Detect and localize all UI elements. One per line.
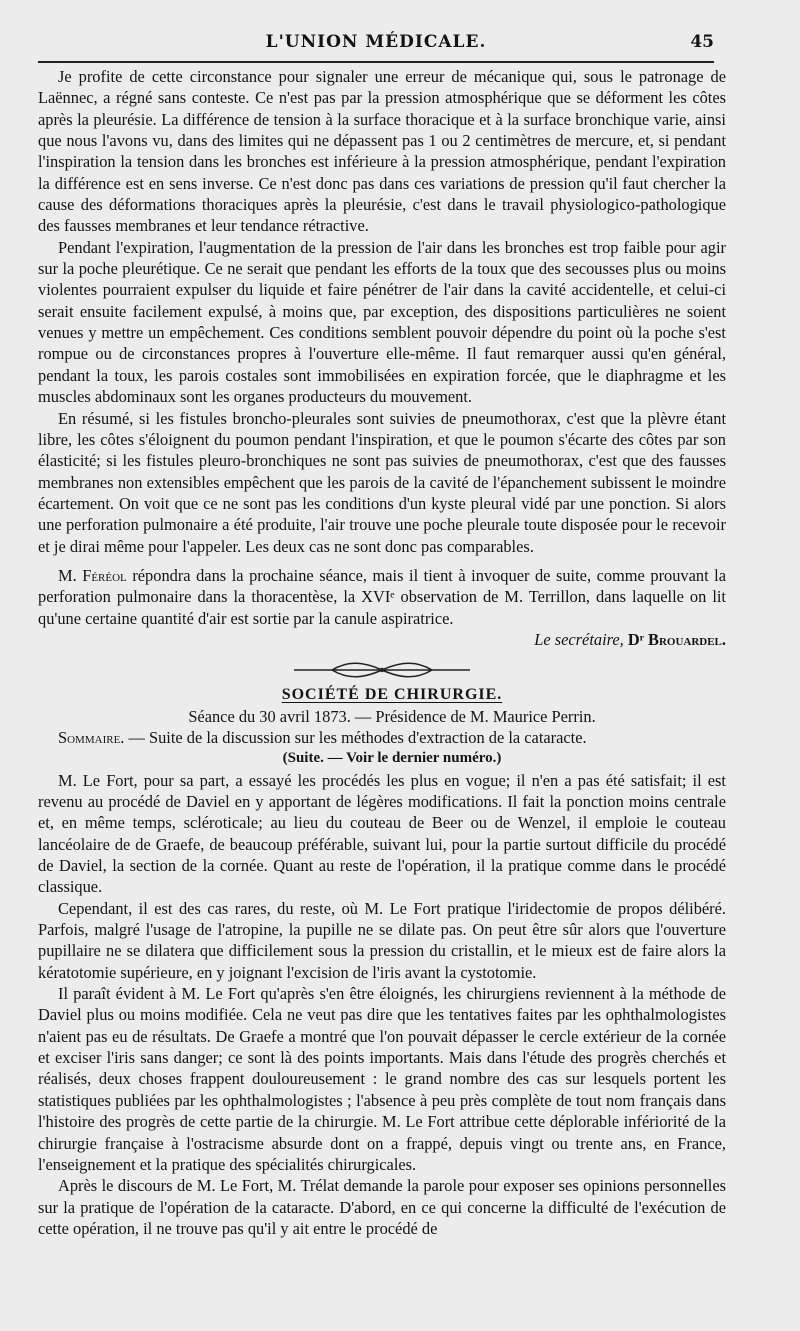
paragraph-5: Cependant, il est des cas rares, du reste, où M. Le Fort pratique l'iridectomie de propos délibéré. Parfois, malgré l'usage de l'atropine, la pupille ne se dilate pas. On peut être sûr alors que l'ouverture pupillaire ne se dilatera que difficilement sous la pression du cristallin, et le mieux est de faire alors la kératotomie supérieure, en y joignant l'excision de l'iris avant la cystotomie. [38, 898, 726, 982]
suite-note: (Suite. — Voir le dernier numéro.) [282, 750, 502, 767]
paragraph-ferreol [38, 565, 726, 629]
sommaire-text: — Suite de la discussion sur les méthodes d'extraction de la cataracte. [124, 727, 587, 747]
page-header [38, 30, 714, 60]
ornament-divider-icon [292, 659, 472, 681]
journal-title: L'UNION MÉDICALE. [265, 32, 487, 52]
paragraph-1: Je profite de cette circonstance pour signaler une erreur de mécanique qui, sous le patronage de Laënnec, a régné sans conteste. Ce n'est pas par la pression atmosphérique que se déforment les côtes après la pleurésie. La différence de tension à la surface thoracique et à la surface bronchique varie, ainsi que nous l'avons vu, dans des limites qui ne dépassent pas 1 ou 2 centimètres de mercure, et, si pendant l'inspiration la tension dans les bronches est inférieure à la pression atmosphérique, pendant l'expiration la différence est en sens inverse. Ce n'est donc pas dans ces variations de pression qu'il faut chercher la cause des déformations thoraciques après la pleurésie, c'est dans le travail physiologico-pathologique des fausses membranes et leur tendance rétractive. [38, 67, 726, 236]
session-line: Séance du 30 avril 1873. — Présidence de M. Maurice Perrin. [188, 706, 596, 726]
sommaire-line [38, 727, 726, 748]
signature-name: Dʳ Brouardel. [627, 629, 726, 649]
sommaire-label: Sommaire. [58, 727, 125, 747]
paragraph-6: Il paraît évident à M. Le Fort qu'après s'en être éloignés, les chirurgiens reviennent à la méthode de Daviel plus ou moins modifiée. Cela ne veut pas dire que les tentatives faites par les ophthalmologistes n'aient pas eu de résultats. De Graefe a montré que l'on pouvait dépasser le cercle extérieur de la cornée et exciser l'iris sans danger; ce sont là des points importants. Mais dans l'étude des progrès cherchés et réalisés, deux choses frappent douloureusement : le grand nombre des cas sur lesquels portent les statistiques publiées par les ophthalmologistes ; l'absence à peu près complète de tout nom français dans l'histoire des progrès de cette partie de la chirurgie. M. Le Fort attribue cette déplorable infériorité de la chirurgie française à l'ostracisme absurde dont on a frappé, depuis vingt ou trente ans, en France, l'enseignement et la pratique des spécialités chirurgicales. [38, 984, 726, 1174]
paragraph-3: En résumé, si les fistules broncho-pleurales sont suivies de pneumothorax, c'est que la plèvre étant libre, les côtes s'éloignent du poumon pendant l'inspiration, et que le poumon s'écarte des côtes par son élasticité; si les fistules pleuro-bronchiques ne sont pas suivies de pneumothorax, c'est que des fausses membranes non extensibles empêchent que les parois de la cavité de l'épanchement subissent le moindre écartement. On voit que ce ne sont pas les conditions d'un kyste pleural vidé par une ponction. Si alors une perforation pulmonaire a été produite, l'air trouve une poche pleurale toute disposée pour le recevoir et je dirai même pour l'appeler. Les deux cas ne sont donc pas comparables. [38, 408, 726, 556]
page-number: 45 [690, 32, 714, 52]
article-body [38, 66, 726, 1239]
header-rule [38, 61, 714, 63]
secretary-signature [38, 629, 726, 650]
paragraph-7: Après le discours de M. Le Fort, M. Trélat demande la parole pour exposer ses opinions personnelles sur la pratique de l'opération de la cataracte. D'abord, en ce qui concerne la difficulté de l'exécution de cette opération, il ne trouve pas qu'il y ait entre le procédé de [38, 1176, 726, 1238]
paragraph-2: Pendant l'expiration, l'augmentation de la pression de l'air dans les bronches est trop faible pour agir sur la poche pleurétique. Ce ne serait que pendant les efforts de la toux que des secousses plus ou moins violentes pourraient expulser du liquide et faire pénétrer de l'air dans la cavité accidentelle, et celui-ci serait ensuite facilement expulsé, à moins que, par exception, des dispositions particulières ne soient venues y mettre un empêchement. Ces conditions semblent pouvoir dépendre du point où la poche s'est rompue ou de circonstances propres à l'ouverture elle-même. Il faut remarquer aussi qu'en général, pendant la toux, les parois costales sont immobilisées en expiration forcée, que le diaphragme et les muscles abdominaux sont les organes producteurs du mouvement. [38, 237, 726, 407]
section-title: SOCIÉTÉ DE CHIRURGIE. [281, 686, 503, 704]
ferreol-text: répondra dans la prochaine séance, mais il tient à invoquer de suite, comme prouvant la perforation pulmonaire dans la thoracentèse, la XVIᵉ observation de M. Terrillon, dans laquelle on lit qu'une certaine quantité d'air est sortie par la canule aspiratrice. [38, 565, 727, 628]
section-ornament [38, 656, 726, 684]
signature-role: Le secrétaire, [534, 629, 624, 649]
speaker-name: M. Féréol [58, 565, 127, 585]
paragraph-4: M. Le Fort, pour sa part, a essayé les procédés les plus en vogue; il n'en a pas été satisfait; il est revenu au procédé de Daviel en y apportant de légères modifications. Il fait la ponction moins centrale et, en même temps, scléroticale; au lieu du couteau de Beer ou de Wenzel, il emploie le couteau lancéolaire de de Graefe, de beaucoup préférable, suivant lui, pour la partie surtout difficile du procédé de Daviel, la section de la cornée. Quant au reste de l'opération, il la pratique comme dans le procédé classique. [38, 770, 726, 897]
